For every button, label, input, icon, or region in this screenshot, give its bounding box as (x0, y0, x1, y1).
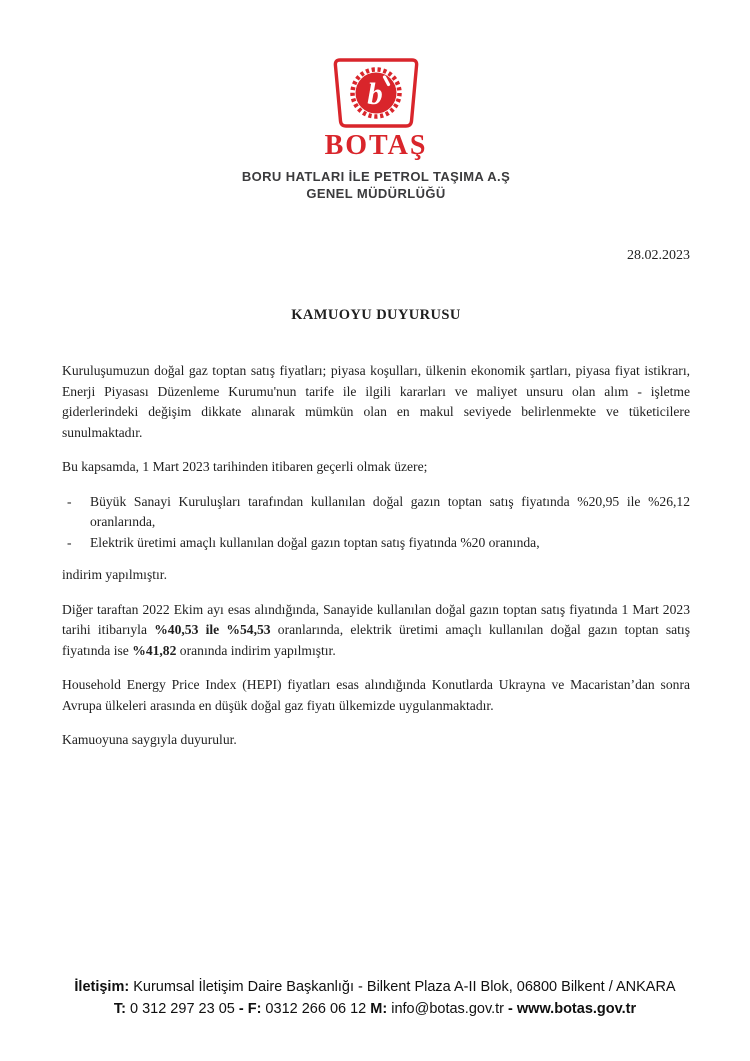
list-item-text: Elektrik üretimi amaçlı kullanılan doğal gazın toptan satış fiyatında %20 oranında, (90, 534, 540, 550)
document-title: KAMUOYU DUYURUSU (291, 307, 461, 324)
footer-address-line (0, 976, 750, 998)
contact-label: İletişim: (74, 979, 130, 995)
document-footer (0, 976, 750, 1020)
paragraph-hepi: Household Energy Price Index (HEPI) fiyatları esas alındığında Konutlarda Ukrayna ve Macaristan’dan sonra Avrupa ülkeleri arasında en düşük doğal gaz fiyatı ülkemizde uygulanmaktadır. (62, 677, 690, 713)
discount-list (62, 492, 690, 554)
email-address: info@botas.gov.tr (387, 1001, 509, 1017)
company-name (62, 168, 690, 202)
dash-bullet-icon: - (67, 493, 72, 509)
document-date: 28.02.2023 (627, 248, 690, 264)
paragraph-october-comparison (62, 600, 690, 662)
list-item (62, 533, 690, 554)
list-item-text: Büyük Sanayi Kuruluşları tarafından kullanılan doğal gazın toptan satış fiyatında %20,95 ile %26,12 oranlarında, (90, 493, 690, 530)
comparison-text-1: Diğer taraftan 2022 Ekim ayı esas alındığında, Sanayide kullanılan doğal gazın toptan satış fiyatında 1 Mart 2023 tarihi itibarıyla (62, 601, 690, 638)
botas-logo-icon (333, 57, 419, 129)
document-header (62, 57, 690, 202)
botas-wordmark: BOTAŞ (324, 130, 428, 161)
footer-phone-line (0, 998, 750, 1020)
svg-text:b: b (367, 76, 383, 111)
fax-label: - F: (238, 1001, 262, 1017)
paragraph-closing: Kamuoyuna saygıyla duyurulur. (62, 732, 237, 748)
contact-address: Kurumsal İletişim Daire Başkanlığı - Bilkent Plaza A-II Blok, 06800 Bilkent / ANKARA (129, 979, 676, 995)
phone-number: 0 312 297 23 05 (125, 1001, 239, 1017)
discount-rate-industry: %40,53 ile %54,53 (154, 622, 271, 638)
paragraph-intro: Kuruluşumuzun doğal gaz toptan satış fiyatları; piyasa koşulları, ülkenin ekonomik şartları, piyasa fiyat istikrarı, Enerji Piyasası Düzenleme Kurumu'nun tarife ile ilgili kararları ve maliyet unsuru olan alım - işletme giderlerindeki değişim dikkate alınarak mümkün olan en makul seviyede belirlenmekte ve tüketicilere sunulmaktadır. (62, 363, 690, 440)
company-name-line1: BORU HATLARI İLE PETROL TAŞIMA A.Ş (241, 169, 511, 185)
phone-label: T: (113, 1001, 126, 1017)
company-name-line2: GENEL MÜDÜRLÜĞÜ (306, 186, 446, 202)
mail-label: M: (370, 1001, 388, 1017)
paragraph-conclusion-short: indirim yapılmıştır. (62, 567, 167, 583)
comparison-text-2: oranlarında, elektrik üretimi amaçlı kullanılan doğal gazın toptan satış fiyatında ise (62, 622, 690, 658)
comparison-text-3: oranında indirim yapılmıştır. (176, 642, 336, 658)
fax-number: 0312 266 06 12 (261, 1001, 371, 1017)
list-item (62, 492, 690, 533)
discount-rate-electricity: %41,82 (132, 642, 177, 658)
document-body (62, 361, 690, 751)
dash-bullet-icon: - (67, 534, 72, 550)
website-url: - www.botas.gov.tr (508, 1001, 637, 1017)
paragraph-scope: Bu kapsamda, 1 Mart 2023 tarihinden itibaren geçerli olmak üzere; (62, 459, 428, 475)
